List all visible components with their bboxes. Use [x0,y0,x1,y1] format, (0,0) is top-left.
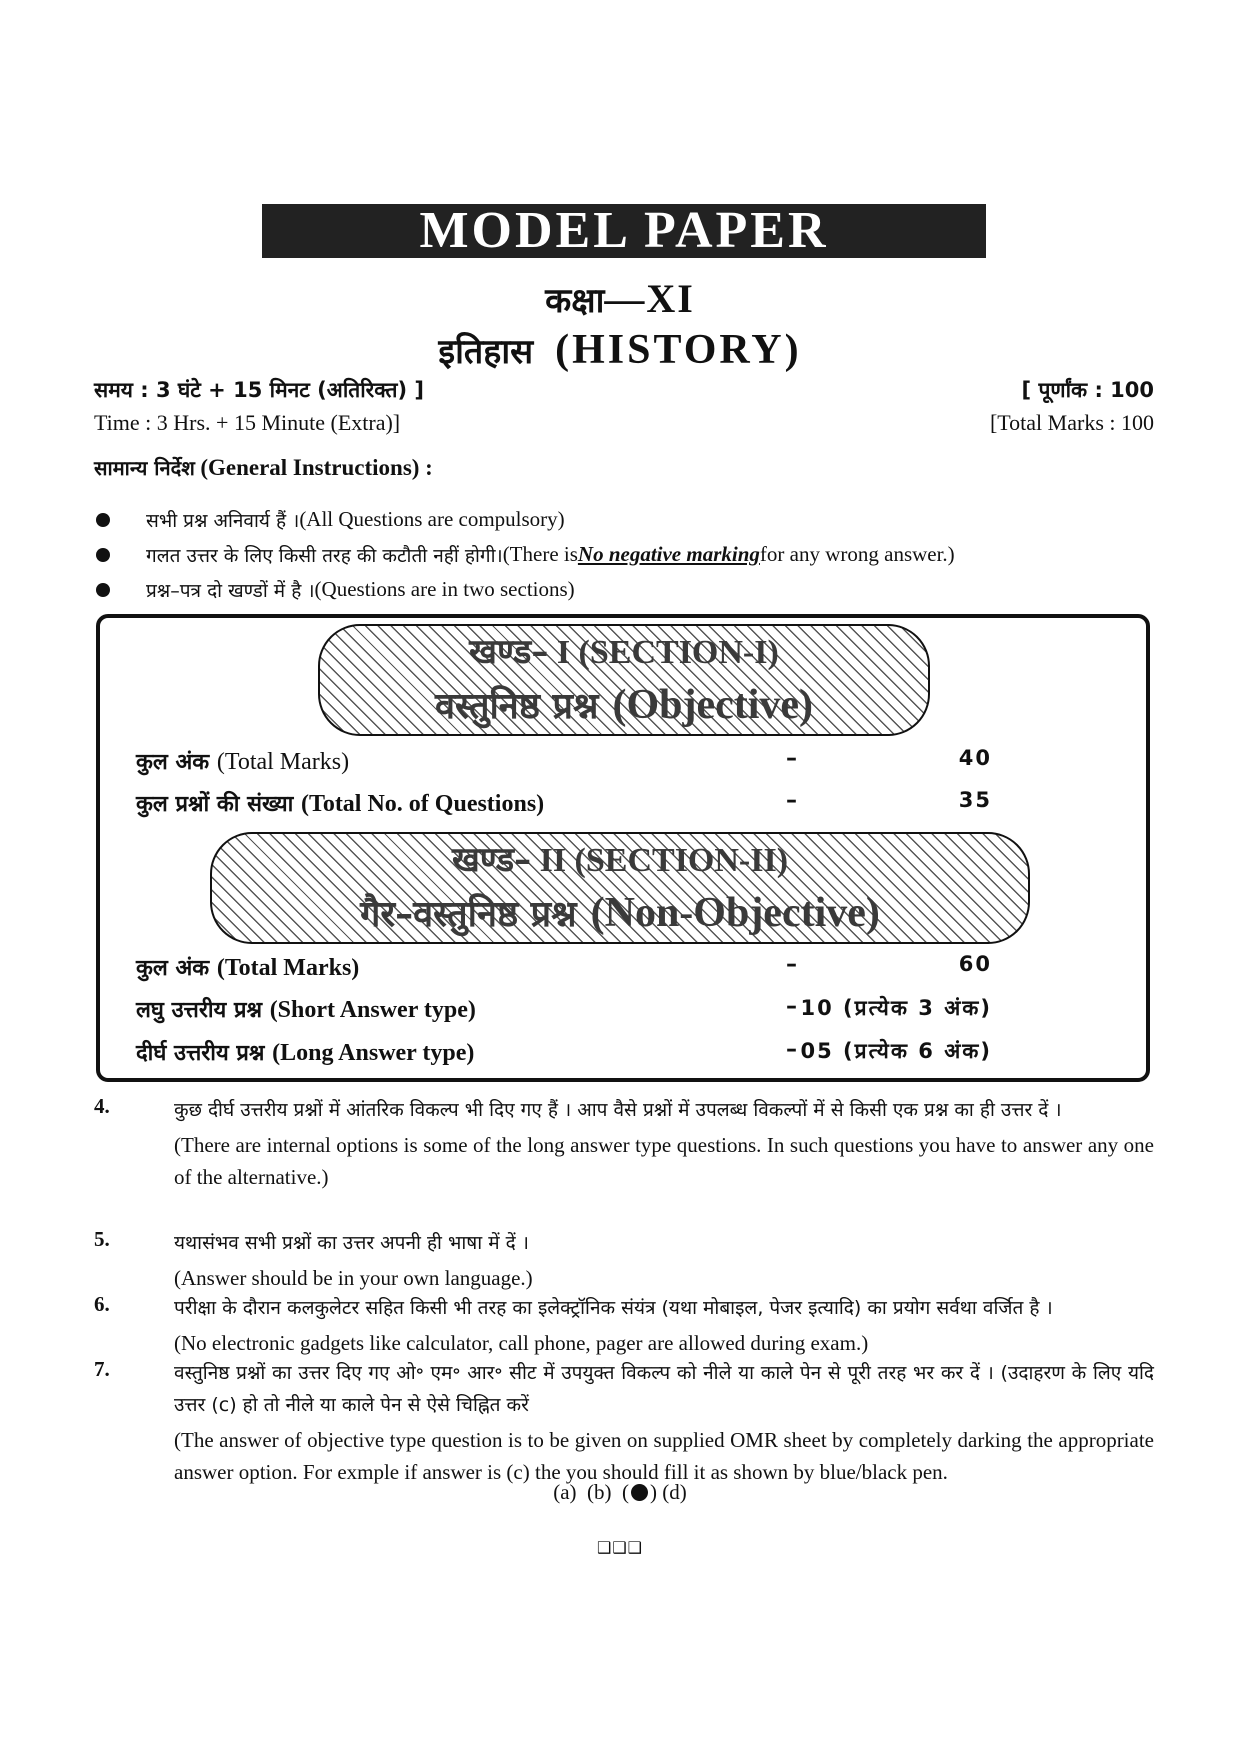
subject-heading [0,325,1240,377]
instruction-item: प्रश्न–पत्र दो खण्डों में है । (Questions are in two sections) [94,572,1154,607]
instruction-item: गलत उत्तर के लिए किसी तरह की कटौती नहीं होगी। (There is No negative marking for any wrong answer.) [94,537,1154,572]
class-number: XI [646,276,695,321]
class-separator: — [604,276,647,321]
time-english: Time : 3 Hrs. + 15 Minute (Extra)] [94,410,401,435]
filled-circle-icon [631,1484,648,1501]
bullet-icon [96,513,110,527]
instruction-4: 4. कुछ दीर्घ उत्तरीय प्रश्नों में आंतरिक विकल्प भी दिए गए हैं । आप वैसे प्रश्नों में उपलब्ध विकल्पों में से किसी एक प्रश्न का ही उत्तर दें । (There are internal options is some of the long answer type questions. In such questions you have to answer any one of the alternative.) [94,1094,1154,1189]
section-1-heading: खण्ड– I (SECTION-I) वस्तुनिष्ठ प्रश्न (Objective) [318,624,930,736]
instruction-7: 7. वस्तुनिष्ठ प्रश्नों का उत्तर दिए गए ओ॰ एम॰ आर॰ सीट में उपयुक्त विकल्प को नीले या काले पेन से पूरी तरह भर कर दें । (उदाहरण के लिए यदि उत्तर (c) हो तो नीले या काले पेन से ऐसे चिह्नित करें (The answer of objective type question is to be given on supplied OMR sheet by completely darking the appropriate answer option. For exmple if answer is (c) the you should fill it as shown by blue/black pen. [94,1357,1154,1484]
section-2-total-marks-row: कुल अंक (Total Marks) – 60 [136,952,992,981]
section-2-long-answer-row: दीर्घ उत्तरीय प्रश्न (Long Answer type) – 05 (प्रत्येक 6 अंक) [136,1037,992,1066]
option-b: (b) [587,1480,612,1504]
end-mark: ❑❑❑ [596,1538,644,1557]
instruction-bullets [94,502,1154,607]
section-1-total-marks-row: कुल अंक (Total Marks) – 40 [136,746,992,775]
section-1-total-questions-row: कुल प्रश्नों की संख्या (Total No. of Questions) – 35 [136,788,992,817]
time-marks-row-hindi [94,376,1154,404]
bullet-icon [96,548,110,562]
omr-options-example [0,1480,1240,1505]
time-hindi: समय : 3 घंटे + 15 मिनट (अतिरिक्त) ] [94,378,424,402]
instructions-heading-hindi: सामान्य निर्देश [94,456,195,480]
no-negative-marking-emphasis: No negative marking [577,542,760,566]
subject-hindi: इतिहास [438,332,534,372]
class-heading [0,276,1240,324]
bullet-icon [96,583,110,597]
marks-hindi: [ पूर्णांक : 100 [1021,378,1154,402]
option-d: (d) [662,1480,687,1504]
time-marks-row-english [94,410,1154,436]
model-paper-banner: MODEL PAPER [262,204,986,258]
option-c-filled: ( ) [622,1480,658,1504]
instruction-item: सभी प्रश्न अनिवार्य हैं । (All Questions are compulsory) [94,502,1154,537]
instruction-5: 5. यथासंभव सभी प्रश्नों का उत्तर अपनी ही भाषा में दें । (Answer should be in your own language.) [94,1227,533,1290]
section-2-heading: खण्ड– II (SECTION-II) गैर–वस्तुनिष्ठ प्रश्न (Non-Objective) [210,832,1030,944]
instructions-heading-english: (General Instructions) : [200,455,433,480]
option-a: (a) [553,1480,577,1504]
section-2-short-answer-row: लघु उत्तरीय प्रश्न (Short Answer type) – 10 (प्रत्येक 3 अंक) [136,994,992,1023]
general-instructions-heading [94,454,433,481]
sections-summary-box [96,614,1150,1082]
marks-english: [Total Marks : 100 [989,410,1154,435]
instruction-6: 6. परीक्षा के दौरान कलकुलेटर सहित किसी भी तरह का इलेक्ट्रॉनिक संयंत्र (यथा मोबाइल, पेजर इत्यादि) का प्रयोग सर्वथा वर्जित है । (No electronic gadgets like calculator, call phone, pager are allowed during exam.) [94,1292,1053,1355]
subject-english: (HISTORY) [555,327,802,373]
class-hindi: कक्षा [545,281,605,321]
